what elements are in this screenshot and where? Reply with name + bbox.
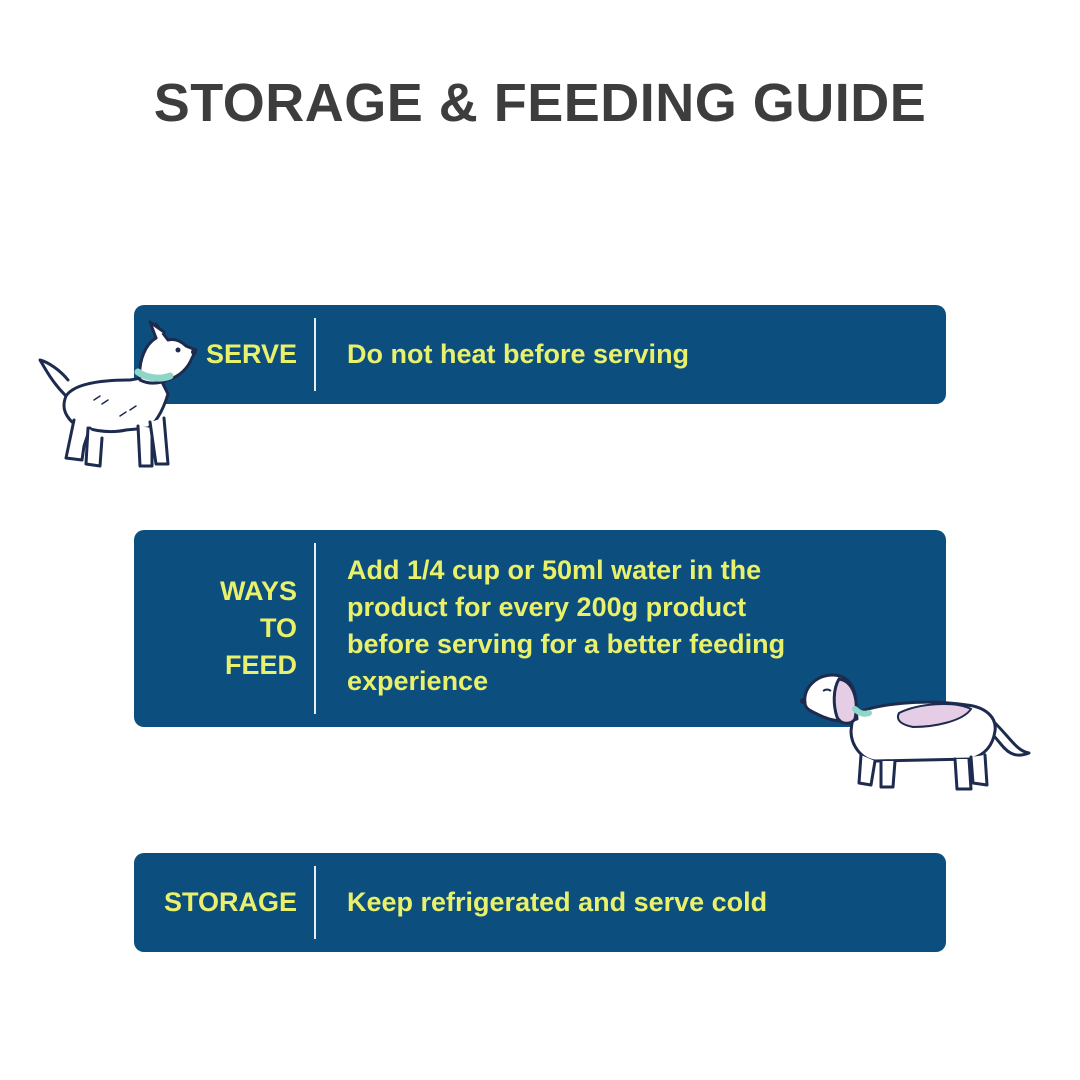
terrier-dog-illustration [30, 318, 200, 478]
page-title: STORAGE & FEEDING GUIDE [153, 73, 927, 133]
ways-to-feed-label: WAYS TO FEED [219, 576, 297, 680]
storage-text: Keep refrigerated and serve cold [347, 887, 768, 917]
serve-card [134, 305, 946, 404]
dachshund-dog-illustration [795, 665, 1040, 795]
ways-to-feed-text: Add 1/4 cup or 50ml water in the product for every 200g product before serving for a better feeding experience [347, 555, 786, 696]
serve-text: Do not heat before serving [347, 339, 690, 369]
serve-label: SERVE [205, 339, 297, 369]
storage-card [134, 853, 946, 952]
storage-label: STORAGE [163, 887, 297, 917]
